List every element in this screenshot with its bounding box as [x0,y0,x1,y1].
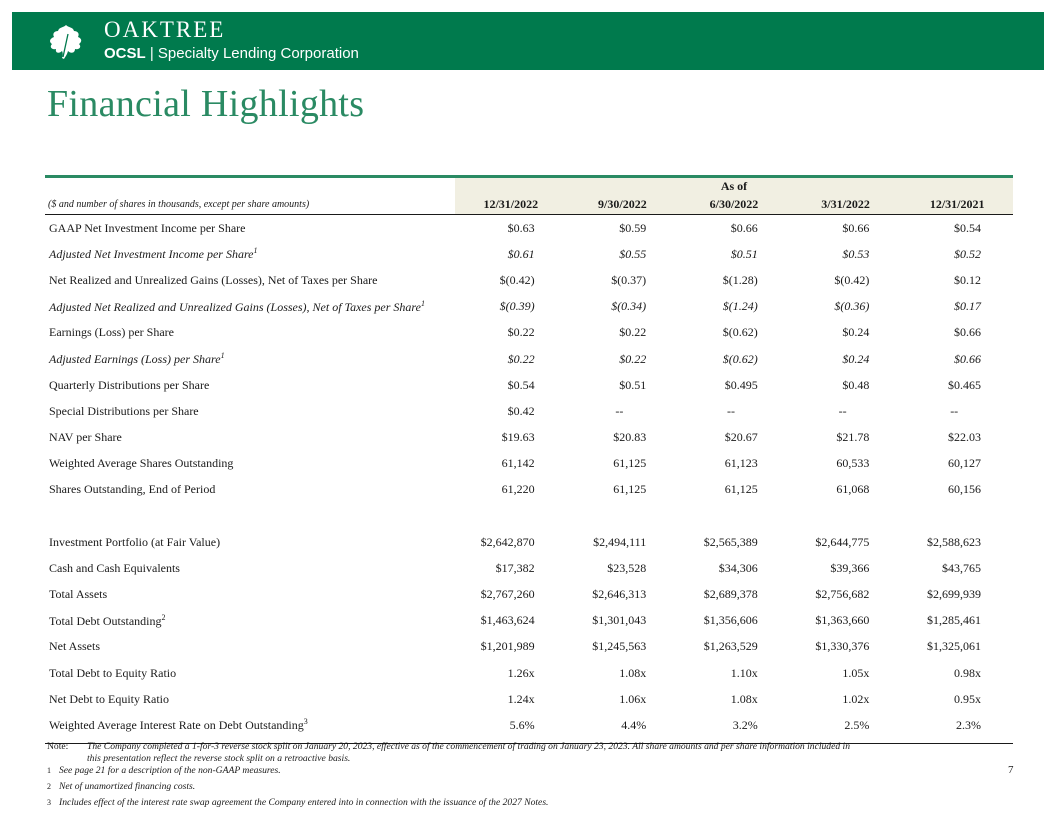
table-body [45,215,1013,739]
footnote-ref: 2 [161,612,166,622]
row-label-text: Total Assets [49,587,108,602]
footnote-ref: 3 [303,717,308,727]
table-row [45,241,1013,267]
footnote-item [47,797,967,813]
table-cell: $43,765 [942,560,981,575]
table-row [45,320,1013,346]
table-cell: $2,588,623 [927,534,981,549]
note-text [87,741,850,765]
table-cell: $1,356,606 [703,613,758,628]
table-cell: $2,756,682 [815,587,870,602]
table-row [45,346,1013,372]
table-cell: $0.51 [730,246,758,261]
row-label-text: Quarterly Distributions per Share [49,377,210,392]
table-cell: $39,366 [830,560,870,575]
table-cell: -- [838,403,847,418]
table-row [45,267,1013,293]
row-label [45,320,455,346]
row-label [45,241,455,267]
table-cell: $1,325,061 [927,639,981,654]
table-cell: $(0.37) [611,272,647,287]
table-cell: $0.54 [507,377,535,392]
row-label-text: Cash and Cash Equivalents [49,560,180,575]
brand-subtitle [104,44,359,64]
table-cell: $0.42 [507,403,535,418]
table-cell: -- [726,403,735,418]
table-cell: $0.495 [724,377,758,392]
row-label [45,267,455,293]
row-label-text: Adjusted Earnings (Loss) per Share [49,352,221,367]
table-cell: 60,127 [948,456,981,471]
table-cell: 1.05x [842,665,870,680]
row-label-text: Adjusted Net Investment Income per Share [49,247,254,262]
brand-ticker: OCSL [104,45,146,62]
table-cell: $0.52 [954,246,981,261]
table-cell: $2,642,870 [480,534,535,549]
footnote-ref: 1 [253,246,258,256]
table-cell: $0.55 [619,246,647,261]
table-row [45,451,1013,477]
table-row [45,634,1013,660]
table-cell: $0.465 [948,377,981,392]
row-label [45,712,455,738]
as-of-label: As of [455,178,1013,195]
oak-leaf-icon [46,22,86,62]
table-row [45,555,1013,581]
table-cell: 5.6% [509,717,535,732]
as-of-header-row [45,178,1013,195]
column-header: 6/30/2022 [678,195,790,215]
footnote-note [47,741,967,765]
table-row [45,660,1013,686]
footnote-ref: 1 [220,351,225,361]
table-cell: 0.95x [954,691,981,706]
table-cell: $(0.39) [499,299,535,314]
row-label-text: GAAP Net Investment Income per Share [49,220,246,235]
row-label [45,634,455,660]
table-cell: 3.2% [732,717,758,732]
table-cell: $1,363,660 [815,613,870,628]
table-cell: $0.66 [842,220,870,235]
brand-name: OAKTREE [104,17,226,42]
row-label [45,294,455,320]
row-label [45,425,455,451]
table-cell: 1.08x [730,691,758,706]
footnote-key: 2 [47,782,51,792]
table-cell: -- [615,403,624,418]
table-cell: $1,285,461 [927,613,981,628]
brand-block [104,16,359,64]
financial-table-container [45,175,1013,744]
table-cell: -- [950,403,959,418]
header-banner [12,12,1044,70]
table-cell: $2,644,775 [815,534,870,549]
table-cell: 61,220 [501,482,535,497]
table-cell: $0.66 [730,220,758,235]
table-cell: 4.4% [621,717,647,732]
row-label [45,215,455,242]
table-cell: 1.08x [619,665,647,680]
table-row [45,608,1013,634]
table-cell: 0.98x [954,665,981,680]
table-cell: $19.63 [501,430,535,445]
column-header: 9/30/2022 [567,195,679,215]
column-header: 12/31/2021 [901,195,1013,215]
table-cell: $0.22 [507,351,535,366]
table-cell: $0.24 [842,325,870,340]
table-cell: $2,699,939 [927,587,981,602]
row-label-text: Earnings (Loss) per Share [49,325,174,340]
table-cell: $0.22 [619,325,647,340]
table-cell: 60,533 [836,456,870,471]
table-cell: $(0.42) [499,272,535,287]
table-cell: 61,123 [724,456,758,471]
brand-separator: | [149,45,154,62]
table-cell: $2,494,111 [593,534,647,549]
units-note: ($ and number of shares in thousands, except per share amounts) [45,195,455,215]
table-cell: $(1.28) [722,272,758,287]
row-label [45,346,455,372]
table-cell: 1.24x [507,691,535,706]
column-header: 12/31/2022 [455,195,567,215]
table-cell: $1,330,376 [815,639,870,654]
table-cell: $(0.34) [611,299,647,314]
table-cell: 61,068 [836,482,870,497]
table-cell: $21.78 [836,430,870,445]
table-row [45,294,1013,320]
footnotes [47,741,967,814]
footnote-text: Net of unamortized financing costs. [59,781,196,793]
row-label [45,608,455,634]
table-cell: $(0.42) [834,272,870,287]
row-label-text: Net Assets [49,639,100,654]
table-cell: 60,156 [948,482,981,497]
row-label-text: Net Realized and Unrealized Gains (Losses), Net of Taxes per Share [49,272,378,287]
row-label-text: Weighted Average Interest Rate on Debt Outstanding [49,718,304,733]
table-cell: $1,263,529 [703,639,758,654]
footnote-ref: 1 [420,298,425,308]
table-cell: 61,125 [613,456,647,471]
table-cell: 2.3% [956,717,981,732]
table-cell: $0.54 [954,220,981,235]
table-row [45,712,1013,738]
row-label-text: Total Debt Outstanding [49,613,162,628]
table-cell: $2,565,389 [703,534,758,549]
row-label-text: Special Distributions per Share [49,403,199,418]
table-cell: 1.10x [730,665,758,680]
table-cell: 1.26x [507,665,535,680]
financial-highlights-table [45,178,1013,739]
as-of-spacer [45,178,455,195]
table-cell: 2.5% [844,717,870,732]
row-label-text: Investment Portfolio (at Fair Value) [49,534,221,549]
row-label [45,477,455,503]
footnote-key: 1 [47,766,51,775]
table-cell: $0.17 [954,299,981,314]
row-label-text: Total Debt to Equity Ratio [49,665,177,680]
table-cell: 61,125 [613,482,647,497]
page-number: 7 [1008,764,1014,776]
table-row [45,529,1013,555]
table-cell: $0.51 [619,377,647,392]
section-spacer-row [45,503,1013,529]
table-cell: $(1.24) [722,299,758,314]
row-label [45,660,455,686]
page-title: Financial Highlights [47,83,365,125]
table-cell: 61,142 [501,456,535,471]
table-row [45,398,1013,424]
note-text-line-1: The Company completed a 1-for-3 reverse stock split on January 20, 2023, effective as of the commencement of trading on January 23, 2023. All share amounts and per share information included in [87,741,851,752]
note-key: Note: [47,741,69,752]
table-cell: $0.66 [954,325,981,340]
row-label-text: Net Debt to Equity Ratio [49,691,169,706]
row-label [45,555,455,581]
table-cell: $0.48 [842,377,870,392]
table-cell: $2,689,378 [703,587,758,602]
table-cell: $0.22 [507,325,535,340]
row-label-text: Shares Outstanding, End of Period [49,482,216,497]
table-cell: $(0.62) [722,351,758,366]
brand-company: Specialty Lending Corporation [157,45,359,62]
row-label [45,581,455,607]
table-row [45,425,1013,451]
table-row [45,215,1013,242]
footnote-item [47,781,967,797]
table-cell: 1.06x [619,691,647,706]
table-cell: $0.63 [507,220,535,235]
table-cell: 61,125 [724,482,758,497]
row-label [45,529,455,555]
table-cell: $0.59 [619,220,647,235]
row-label [45,398,455,424]
row-label-text: Weighted Average Shares Outstanding [49,456,234,471]
table-row [45,686,1013,712]
table-cell: 1.02x [842,691,870,706]
table-cell: $1,245,563 [592,639,647,654]
table-cell: $20.83 [613,430,647,445]
row-label [45,372,455,398]
footnote-text: Includes effect of the interest rate swap agreement the Company entered into in connection with the issuance of the 2027 Notes. [59,797,549,809]
table-cell: $(0.36) [834,299,870,314]
table-cell: $22.03 [948,430,981,445]
footnote-item [47,765,967,781]
row-label-text: NAV per Share [49,430,122,445]
table-cell: $2,767,260 [480,587,535,602]
note-text-line-2: this presentation reflect the reverse stock split on a retroactive basis. [87,753,351,764]
column-header: 3/31/2022 [790,195,902,215]
table-cell: $0.22 [619,351,647,366]
table-cell: $2,646,313 [592,587,647,602]
table-row [45,477,1013,503]
row-label [45,686,455,712]
column-header-row [45,195,1013,215]
table-cell: $0.53 [842,246,870,261]
spacer-cell [45,503,1013,529]
footnote-key: 3 [47,798,51,808]
table-cell: $0.66 [954,351,981,366]
row-label [45,451,455,477]
table-row [45,581,1013,607]
table-cell: $17,382 [495,560,535,575]
table-cell: $20.67 [724,430,758,445]
table-cell: $1,301,043 [592,613,647,628]
table-cell: $1,201,989 [480,639,535,654]
footnote-text: See page 21 for a description of the non-GAAP measures. [59,765,281,776]
table-cell: $23,528 [607,560,647,575]
table-cell: $0.24 [842,351,870,366]
table-cell: $0.12 [954,272,981,287]
table-row [45,372,1013,398]
table-cell: $34,306 [718,560,758,575]
table-cell: $1,463,624 [480,613,535,628]
table-cell: $(0.62) [722,325,758,340]
table-cell: $0.61 [507,246,535,261]
row-label-text: Adjusted Net Realized and Unrealized Gains (Losses), Net of Taxes per Share [49,299,421,314]
